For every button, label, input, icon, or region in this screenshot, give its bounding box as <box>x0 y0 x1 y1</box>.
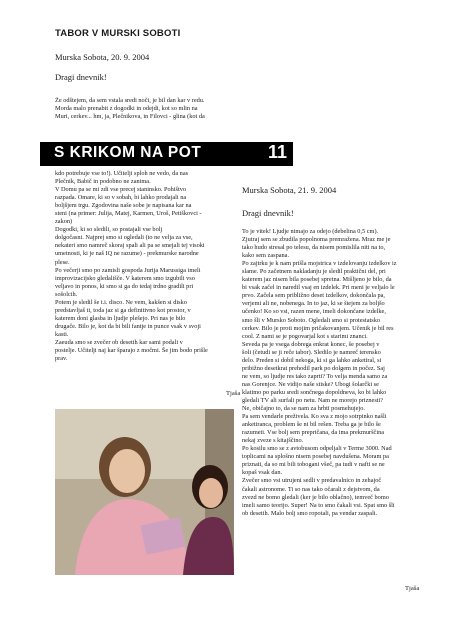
text-line: cerkev. Bilo je proti mojim pričakovanjem. Učenik je bil res <box>242 324 394 332</box>
text-line: Zjutraj sem se zbudila popolnoma premražena. Mraz me je <box>242 236 391 244</box>
intro-line: Muri, cerkev... hm, ja, Plečnikova, in Filovci - glina (kot da <box>55 113 205 121</box>
text-line: razumeti. Vse bolj sem prepričana, da ima prekmurščina <box>242 429 385 437</box>
page-number: 11 <box>267 142 287 162</box>
text-line: To je vitek! Ljudje nimajo za odejo (debelina 0,5 cm). <box>242 228 379 235</box>
text-line: priznati, da so mi bili tobogani všeč, pa tudi v nafti se ne <box>242 461 385 469</box>
text-line: Po zajtrku je k nam prišla mojstrica v izdelovanju izdelkov iz <box>242 260 397 268</box>
letter1-greeting: Dragi dnevnik! <box>55 72 107 82</box>
letter2-greeting: Dragi dnevnik! <box>242 208 294 218</box>
text-line: Dogodki, ki so sledili, so postajali vse bolj <box>55 226 163 234</box>
text-line: Ne, običajno to, da se nam za hrbti posmehujejo. <box>242 405 365 413</box>
text-line: kasti. <box>55 330 69 338</box>
text-line: razpada. Omare, ki so v sobah, bi lahko prodajali na <box>55 194 187 202</box>
text-line: steni (na primer: Julija, Matej, Karmen, Uroš, Petiškovci - <box>55 210 202 218</box>
section-banner <box>40 142 293 166</box>
letter2-date: Murska Sobota, 21. 9. 2004 <box>242 185 337 195</box>
text-line: plese. <box>55 258 70 266</box>
text-line: kako sem zaspana. <box>242 252 290 260</box>
text-line: zakon) <box>55 218 73 226</box>
text-line: šoli (četudi se ji reče tabor). Sledilo je namreč terensko <box>242 348 381 356</box>
letter1-date: Murska Sobota, 20. 9. 2004 <box>55 52 150 62</box>
text-line: nekateri smo namreč skoraj spali ali pa se smejali tej visoki <box>55 242 205 250</box>
text-line: Po večerji smo po zamisli gospoda Jurija Marussiga imeli <box>55 266 201 274</box>
text-line: Seveda pa je vsega dobrega enkrat konec, še posebej v <box>242 340 380 348</box>
text-line: gledali TV ali surfali po netu. Nam ne morejo priznesti? <box>242 396 384 404</box>
text-line: ob desetih. Malo bolj smo ropotali, pa vendar zaspali. <box>242 509 378 517</box>
left-signature: Tjaša <box>226 390 241 397</box>
text-line: cool. Z nami se je pogovarjal kot s starimi znanci. <box>242 332 368 340</box>
right-signature: Tjaša <box>405 585 420 592</box>
text-line: zvezd ne bomo gledali (ker je bilo oblačno), temveč bomo <box>242 493 389 501</box>
text-line: kdo potrebuje vse to!). Učitelji sploh ne vedo, da nas <box>55 170 189 177</box>
text-line: boljšjem trgu. Zgodovina naše sobe je napisana kar na <box>55 202 192 210</box>
text-line: imeli samo teorijo. Super! Na to smo čakali vsi. Spat smo šli <box>242 501 395 509</box>
right-column-text <box>242 228 422 518</box>
text-line: Po kosilu smo se z avtobusom odpeljali v Terme 3000. Nad <box>242 445 392 453</box>
left-column-text <box>55 170 255 363</box>
text-line: verjemi ali ne, nobenega. In to jaz, ki se štejem za boljšo <box>242 300 385 308</box>
intro-line: Že odštejem, da sem vstala sredi noči, je bil dan kar v redu. <box>55 97 205 104</box>
text-line: tako hudo stresal po telesu, da nisem pomislila niti na to, <box>242 244 386 252</box>
text-line: drugače. Bilo je, kot da bi bili fantje in punce vsak v svoji <box>55 322 201 330</box>
text-line: Potem je sledil še t.i. disco. Ne vem, kakšen si disko <box>55 298 187 306</box>
text-line: veljavo in ponos, ki smo si ga do tedaj trdno gradili pri <box>55 282 194 290</box>
text-line: nas Gorenjce. Ne vidijo naše stiske? Ubogi šolarčki se <box>242 380 379 388</box>
text-line: katerem jaz nisem bila posebej spretna. Mišljeno je bilo, da <box>242 276 392 284</box>
text-line: dolgočasni. Najprej smo si ogledali (to ne velja za vse, <box>55 234 193 242</box>
text-line: prvo. Začela sem približno deset izdelkov, dokončala pa, <box>242 292 385 300</box>
text-line: čakali astronome. Ti so nas tako očarali z dejstvom, da <box>242 485 380 493</box>
photo-girls <box>55 409 234 575</box>
text-line: Zvečer smo vsi utrujeni sedli v predavalnico in zehajoč <box>242 477 382 485</box>
text-line: predstavljaš ti, toda jaz si ga definitivno kot prostor, v <box>55 306 191 314</box>
text-line: bi vsak začel in naredil vsaj en izdelek. Pri meni je veljalo le <box>242 284 395 292</box>
text-line: V Domu pa se mi zdi vse precej staninsko. Pohištvo <box>55 186 187 194</box>
text-line: postelje. Učitelji naj kar šparajo z močmi. Še jim bodo prišle <box>55 347 208 355</box>
text-line: Zaeuda smo se zvečer ob desetih kar sami podali v <box>55 338 183 346</box>
text-line: prav. <box>55 355 68 363</box>
intro-line: Morda malo prenabit z dogodki in odejdi, kot so mlin na <box>55 105 198 113</box>
text-line: slame. Po začetnem nakladanju je sledil praktični del, pri <box>242 268 386 276</box>
photo-illustration <box>55 409 234 575</box>
text-line: anketiranca, problem še ni bil rešen. Treba ga je bilo še <box>242 421 381 429</box>
text-line: improvizacijsko gledališče. V katerem smo izgubili vso <box>55 274 195 282</box>
text-line: sošolcih. <box>55 290 78 298</box>
text-line: klatimo po parku sredi sončnega dopoldneva, ko bi lahko <box>242 388 387 396</box>
text-line: Plečnik, Babič in podobno ne zanima. <box>55 178 151 186</box>
text-line: ne vem, so ljudje res tako zaprti? To velja menda samo za <box>242 372 388 380</box>
text-line: učenko! Ko so vsi, razen mene, imeli dokončane izdelke, <box>242 308 386 316</box>
text-line: kopaš vsak dan. <box>242 469 283 477</box>
text-line: smo šli v Mursko Soboto. Ogledali smo si protestatsko <box>242 316 381 324</box>
text-line: pribižno desetkrat prehodil park po dolgem in počez. Saj <box>242 364 385 372</box>
text-line: toplicami na splošno nisem posebej navdušena. Moram pa <box>242 453 389 461</box>
letter1-intro <box>55 97 295 121</box>
text-line: umetnosti, ki je naš IQ ne razume) - prekmurske narodne <box>55 250 199 258</box>
text-line: katerem doni glasba in ljudje plešejo. Pri nas je bilo <box>55 314 186 322</box>
text-line: nekaj zveze s kitajščino. <box>242 437 304 445</box>
banner-title: S KRIKOM NA POT <box>54 144 202 161</box>
text-line: delo. Preden si dobil nekoga, ki si ga lahko anketiral, si <box>242 356 382 364</box>
article-header-title: TABOR V MURSKI SOBOTI <box>55 28 181 39</box>
text-line: Pa sem vendarle preživela. Ko sva z mojo sotrpinko našli <box>242 413 387 421</box>
